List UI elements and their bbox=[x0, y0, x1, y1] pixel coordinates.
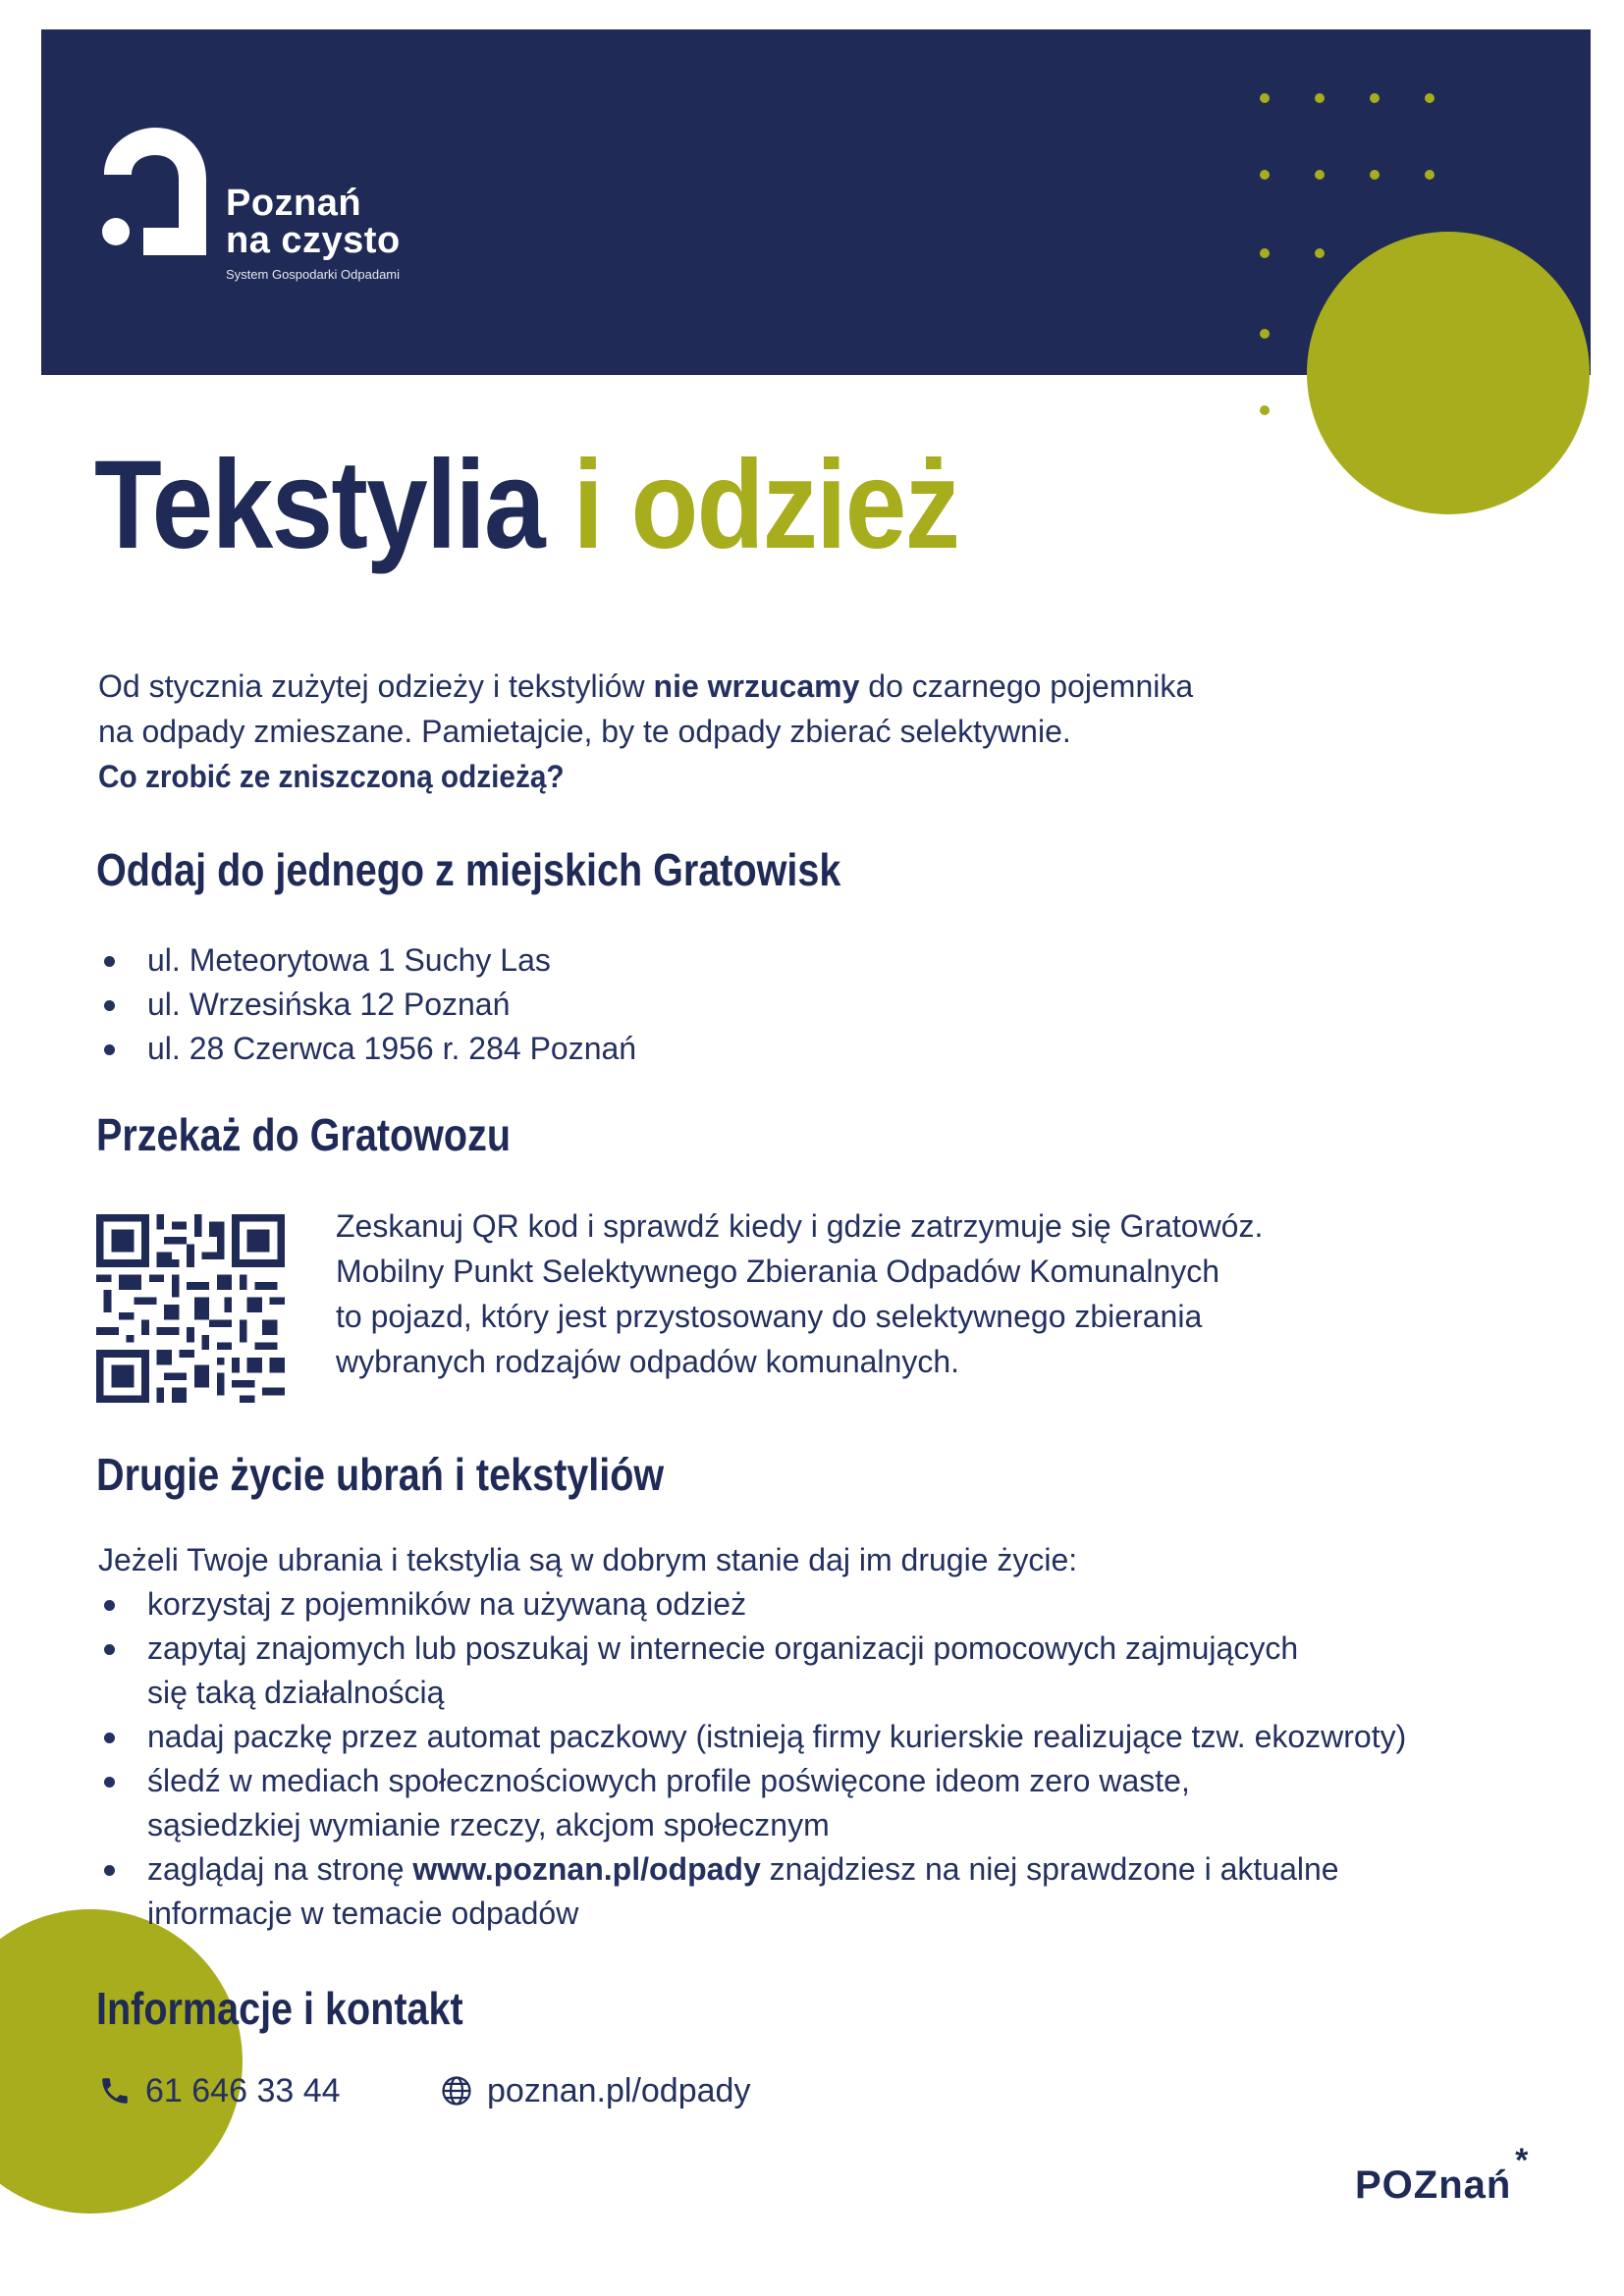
list-item-text: nadaj paczkę przez automat paczkowy (istnieją firmy kurierskie realizujące tzw. ekozwroty) bbox=[147, 1719, 1407, 1754]
section-gratowiska-heading: Oddaj do jednego z miejskich Gratowisk bbox=[96, 844, 841, 895]
deco-dot bbox=[1370, 170, 1380, 180]
brand-subtitle: System Gospodarki Odpadami bbox=[226, 267, 401, 282]
drugie-zycie-list bbox=[98, 1582, 1406, 1936]
deco-dot bbox=[1425, 93, 1435, 103]
list-item-text: znajdziesz na niej sprawdzone i aktualne bbox=[760, 1851, 1339, 1887]
poznan-city-logo bbox=[1355, 2142, 1530, 2208]
list-item-text: zaglądaj na stronę bbox=[147, 1851, 413, 1887]
list-item: ul. 28 Czerwca 1956 r. 284 Poznań bbox=[98, 1027, 636, 1071]
brand-name-line2: na czysto bbox=[226, 220, 401, 261]
poznan-logo-text: POZnań bbox=[1355, 2163, 1512, 2207]
website-link[interactable]: www.poznan.pl/odpady bbox=[412, 1851, 761, 1887]
list-item: ul. Wrzesińska 12 Poznań bbox=[98, 983, 636, 1027]
title-part1: Tekstylia bbox=[94, 435, 544, 575]
intro-line1 bbox=[98, 664, 1375, 709]
list-item-text-cont: się taką działalnością bbox=[147, 1675, 445, 1710]
qr-code[interactable] bbox=[96, 1214, 285, 1403]
gratowoz-description bbox=[336, 1203, 1494, 1384]
list-item bbox=[98, 1759, 1406, 1847]
intro-line1-bold: nie wrzucamy bbox=[653, 668, 860, 704]
title-part2: i odzież bbox=[572, 435, 959, 575]
deco-dot bbox=[1260, 93, 1270, 103]
deco-dot bbox=[1260, 329, 1270, 339]
list-item bbox=[98, 1847, 1406, 1936]
intro-text bbox=[98, 664, 1375, 799]
list-item: ul. Meteorytowa 1 Suchy Las bbox=[98, 938, 636, 983]
phone-contact[interactable] bbox=[98, 2071, 341, 2110]
section-gratowoz-heading: Przekaż do Gratowozu bbox=[96, 1109, 512, 1160]
phone-number: 61 646 33 44 bbox=[145, 2072, 341, 2109]
poznan-na-czysto-logo bbox=[94, 124, 212, 261]
deco-dot bbox=[1370, 93, 1380, 103]
list-item-text-cont: sąsiedzkiej wymianie rzeczy, akcjom społecznym bbox=[147, 1807, 830, 1842]
gratowiska-list bbox=[98, 938, 636, 1071]
list-item-text-cont: informacje w temacie odpadów bbox=[147, 1896, 579, 1931]
list-item-text: śledź w mediach społecznościowych profile poświęcone ideom zero waste, bbox=[147, 1763, 1190, 1798]
deco-dot bbox=[1425, 170, 1435, 180]
list-item bbox=[98, 1627, 1406, 1715]
gratowoz-line: to pojazd, który jest przystosowany do selektywnego zbierania bbox=[336, 1299, 1203, 1334]
deco-dot bbox=[1260, 405, 1270, 415]
top-right-circle bbox=[1307, 232, 1590, 514]
intro-line2: na odpady zmieszane. Pamietajcie, by te odpady zbierać selektywnie. bbox=[98, 714, 1071, 749]
intro-line1-pre: Od stycznia zużytej odzieży i tekstyliów bbox=[98, 668, 654, 704]
list-item-text: korzystaj z pojemników na używaną odzież bbox=[147, 1586, 747, 1622]
deco-dot bbox=[1315, 93, 1325, 103]
bottom-left-circle bbox=[0, 1909, 243, 2214]
phone-icon bbox=[98, 2074, 132, 2108]
list-item bbox=[98, 1715, 1406, 1759]
globe-icon bbox=[440, 2074, 473, 2108]
intro-line1-post: do czarnego pojemnika bbox=[859, 668, 1194, 704]
brand-name-line1: Poznań bbox=[226, 183, 362, 224]
drugie-zycie-intro: Jeżeli Twoje ubrania i tekstylia są w dobrym stanie daj im drugie życie: bbox=[98, 1542, 1078, 1577]
list-item bbox=[98, 1582, 1406, 1627]
deco-dot bbox=[1315, 170, 1325, 180]
deco-dot bbox=[1315, 248, 1325, 258]
gratowoz-line: Zeskanuj QR kod i sprawdź kiedy i gdzie zatrzymuje się Gratowóz. bbox=[336, 1208, 1264, 1244]
brand-block bbox=[226, 185, 401, 282]
section-drugie-zycie-heading: Drugie życie ubrań i tekstyliów bbox=[96, 1449, 665, 1500]
gratowoz-line: Mobilny Punkt Selektywnego Zbierania Odpadów Komunalnych bbox=[336, 1254, 1220, 1289]
deco-dot bbox=[1260, 248, 1270, 258]
website-contact[interactable] bbox=[440, 2071, 750, 2110]
gratowoz-line: wybranych rodzajów odpadów komunalnych. bbox=[336, 1344, 960, 1379]
star-icon: * bbox=[1515, 2142, 1530, 2179]
website-address: poznan.pl/odpady bbox=[487, 2072, 751, 2109]
page-title bbox=[94, 432, 958, 579]
deco-dot bbox=[1260, 170, 1270, 180]
list-item-text: zapytaj znajomych lub poszukaj w internecie organizacji pomocowych zajmujących bbox=[147, 1630, 1299, 1666]
intro-line3: Co zrobić ze zniszczoną odzieżą? bbox=[98, 759, 565, 794]
section-kontakt-heading: Informacje i kontakt bbox=[96, 1983, 463, 2034]
